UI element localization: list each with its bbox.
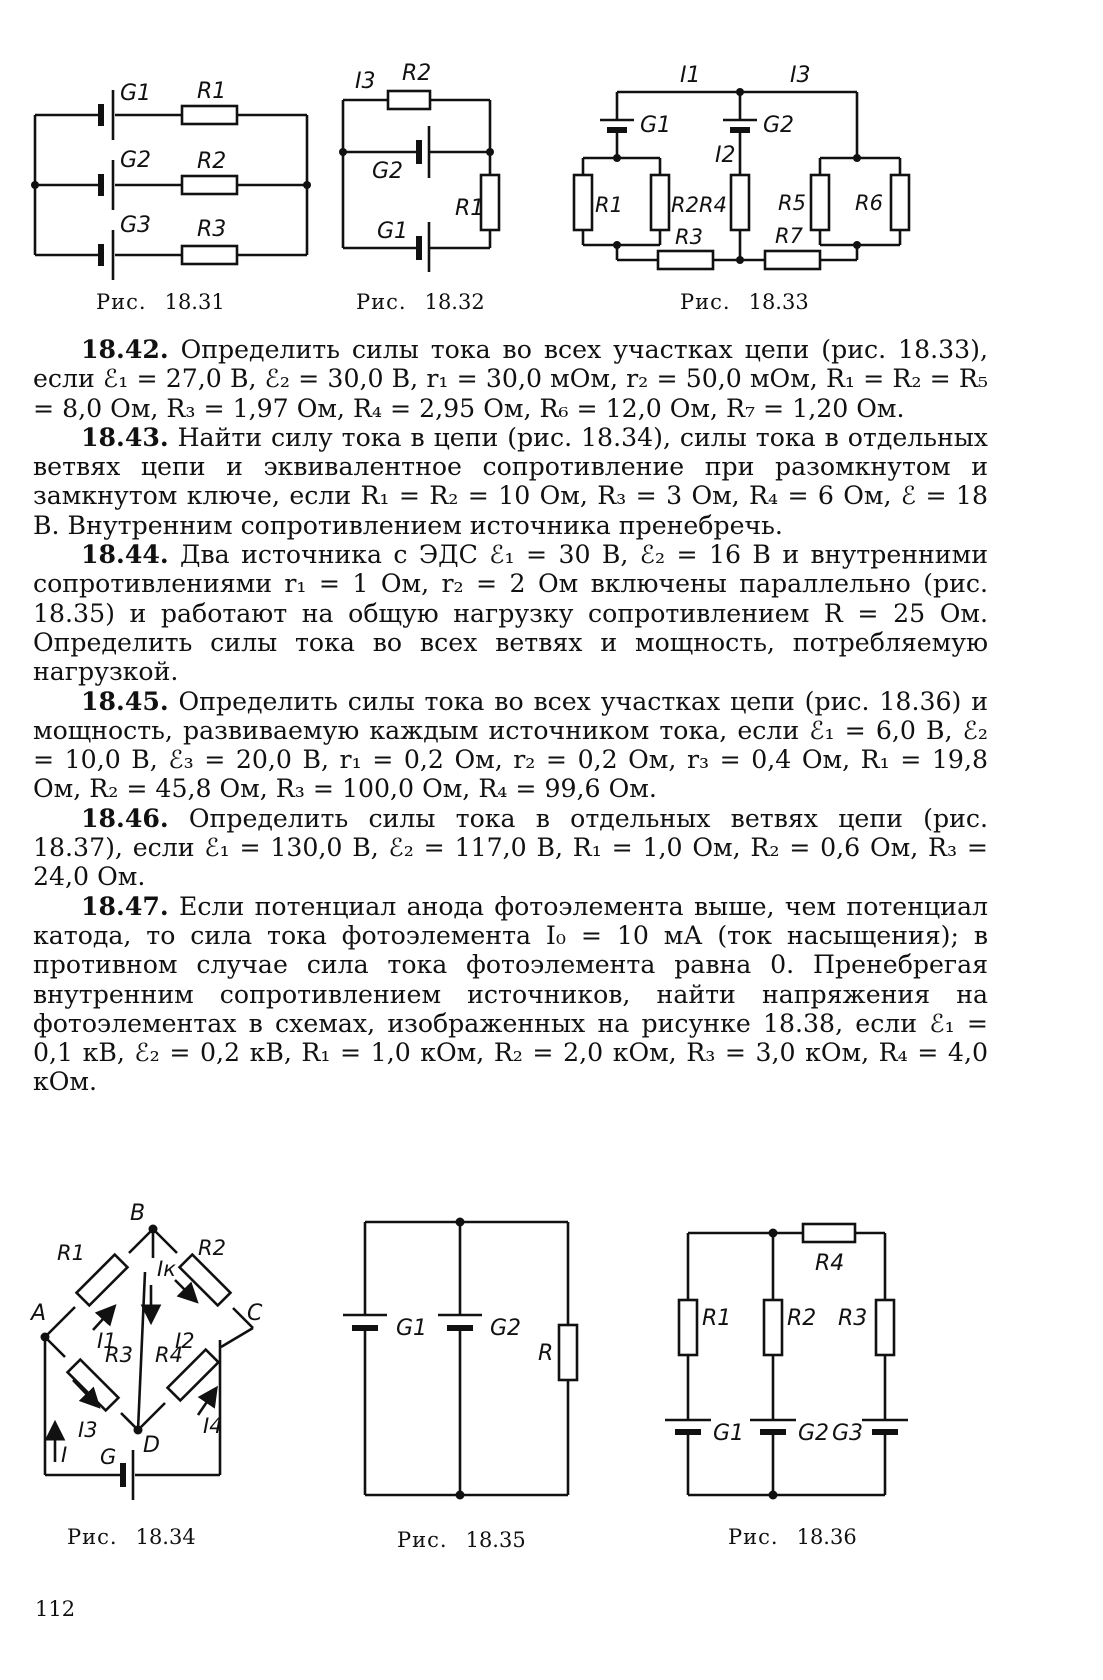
figure-18-32 — [330, 60, 530, 275]
label-a: A — [31, 1301, 47, 1326]
label-r2: R2 — [197, 149, 227, 174]
label-c: C — [247, 1301, 263, 1326]
label-r: R — [538, 1341, 554, 1366]
label-g1: G1 — [120, 81, 152, 106]
label-i3: I3 — [355, 69, 376, 94]
label-r7: R7 — [775, 224, 803, 248]
label-r1: R1 — [455, 196, 485, 221]
label-i2: I2 — [715, 143, 736, 168]
figure-18-31 — [25, 70, 325, 280]
label-g2: G2 — [490, 1316, 522, 1341]
label-i3: I3 — [790, 63, 811, 88]
label-i4: I4 — [203, 1414, 223, 1438]
label-i: I — [61, 1443, 68, 1467]
label-g2: G2 — [763, 113, 795, 138]
figure-18-35 — [330, 1200, 630, 1510]
caption-18-32: Рис. 18.32 — [356, 290, 485, 314]
label-g3: G3 — [120, 213, 152, 238]
problem-18-42: 18.42. Определить силы тока во всех участках цепи (рис. 18.33), если ℰ₁ = 27,0 В, ℰ₂ = 30,0 В, r₁ = 30,0 мОм, r₂ = 50,0 мОм, R₁ = R₂ = R₅ = 8,0 Ом, R₃ = 1,97 Ом, R₄ = 2,95 Ом, R₆ = 12,0 Ом, R₇ = 1,20 Ом. — [33, 334, 988, 423]
label-r6: R6 — [855, 191, 883, 215]
caption-18-34: Рис. 18.34 — [67, 1525, 196, 1549]
label-i1: I1 — [97, 1329, 117, 1353]
label-i2: I2 — [175, 1329, 195, 1353]
label-r3: R3 — [105, 1343, 133, 1367]
label-r3: R3 — [838, 1306, 868, 1331]
caption-18-35: Рис. 18.35 — [397, 1528, 526, 1552]
label-r1: R1 — [197, 79, 227, 104]
label-b: B — [130, 1201, 146, 1226]
label-g1: G1 — [396, 1316, 428, 1341]
problem-18-47: 18.47. Если потенциал анода фотоэлемента выше, чем потенциал катода, то сила тока фотоэлемента I₀ = 10 мА (ток насыщения); в противном случае сила тока фотоэлемента равна 0. Пренебрегая внутренним сопротивлением источников, найти напряжения на фотоэлементах в схемах, изображенных на рисунке 18.38, если ℰ₁ = 0,1 кВ, ℰ₂ = 0,2 кВ, R₁ = 1,0 кОм, R₂ = 2,0 кОм, R₃ = 3,0 кОм, R₄ = 4,0 кОм. — [33, 890, 988, 1097]
caption-18-31: Рис. 18.31 — [96, 290, 225, 314]
label-g2: G2 — [798, 1421, 830, 1446]
label-r2: R2 — [787, 1306, 817, 1331]
label-r1: R1 — [702, 1306, 732, 1331]
label-r2: R2 — [671, 193, 699, 217]
label-r2: R2 — [198, 1236, 226, 1260]
label-g1: G1 — [377, 219, 409, 244]
label-r4: R4 — [155, 1343, 183, 1367]
problem-18-44: 18.44. Два источника с ЭДС ℰ₁ = 30 В, ℰ₂ = 16 В и внутренними сопротивлениями r₁ = 1 Ом, r₂ = 2 Ом включены параллельно (рис. 18.35) и работают на общую нагрузку сопротивлением R = 25 Ом. Определить силы тока во всех ветвях и мощность, потребляемую нагрузкой. — [33, 539, 988, 687]
label-r1: R1 — [595, 193, 623, 217]
label-g3: G3 — [832, 1421, 864, 1446]
problem-18-45: 18.45. Определить силы тока во всех участках цепи (рис. 18.36) и мощность, развиваемую каждым источником тока, если ℰ₁ = 6,0 В, ℰ₂ = 10,0 В, ℰ₃ = 20,0 В, r₁ = 0,2 Ом, r₂ = 0,2 Ом, r₃ = 0,4 Ом, R₁ = 19,8 Ом, R₂ = 45,8 Ом, R₃ = 100,0 Ом, R₄ = 99,6 Ом. — [33, 685, 989, 804]
figure-18-33 — [565, 60, 925, 285]
problems-list — [33, 335, 988, 1097]
label-r1: R1 — [57, 1241, 85, 1265]
label-i3: I3 — [78, 1418, 98, 1442]
label-g: G — [100, 1445, 117, 1469]
label-g2: G2 — [120, 148, 152, 173]
figure-18-36 — [660, 1200, 920, 1510]
caption-18-33: Рис. 18.33 — [680, 290, 809, 314]
caption-18-36: Рис. 18.36 — [728, 1525, 857, 1549]
problem-18-43: 18.43. Найти силу тока в цепи (рис. 18.34), силы тока в отдельных ветвях цепи и эквивалентное сопротивление при разомкнутом и замкнутом ключе, если R₁ = R₂ = 10 Ом, R₃ = 3 Ом, R₄ = 6 Ом, ℰ = 18 В. Внутренним сопротивлением источника пренебречь. — [33, 421, 988, 540]
label-d: D — [143, 1433, 160, 1458]
label-g2: G2 — [372, 159, 404, 184]
label-g1: G1 — [640, 113, 672, 138]
page-number: 112 — [35, 1597, 76, 1621]
label-r3: R3 — [197, 217, 227, 242]
label-ik: Iк — [157, 1257, 176, 1281]
label-r4: R4 — [699, 193, 727, 217]
label-r5: R5 — [778, 191, 806, 215]
label-r2: R2 — [402, 61, 432, 86]
figure-18-34 — [25, 1200, 285, 1520]
label-r3: R3 — [675, 225, 703, 249]
label-r4: R4 — [815, 1251, 845, 1276]
problem-18-46: 18.46. Определить силы тока в отдельных ветвях цепи (рис. 18.37), если ℰ₁ = 130,0 В, ℰ₂ = 117,0 В, R₁ = 1,0 Ом, R₂ = 0,6 Ом, R₃ = 24,0 Ом. — [33, 802, 988, 892]
label-i1: I1 — [680, 63, 701, 88]
label-g1: G1 — [713, 1421, 745, 1446]
